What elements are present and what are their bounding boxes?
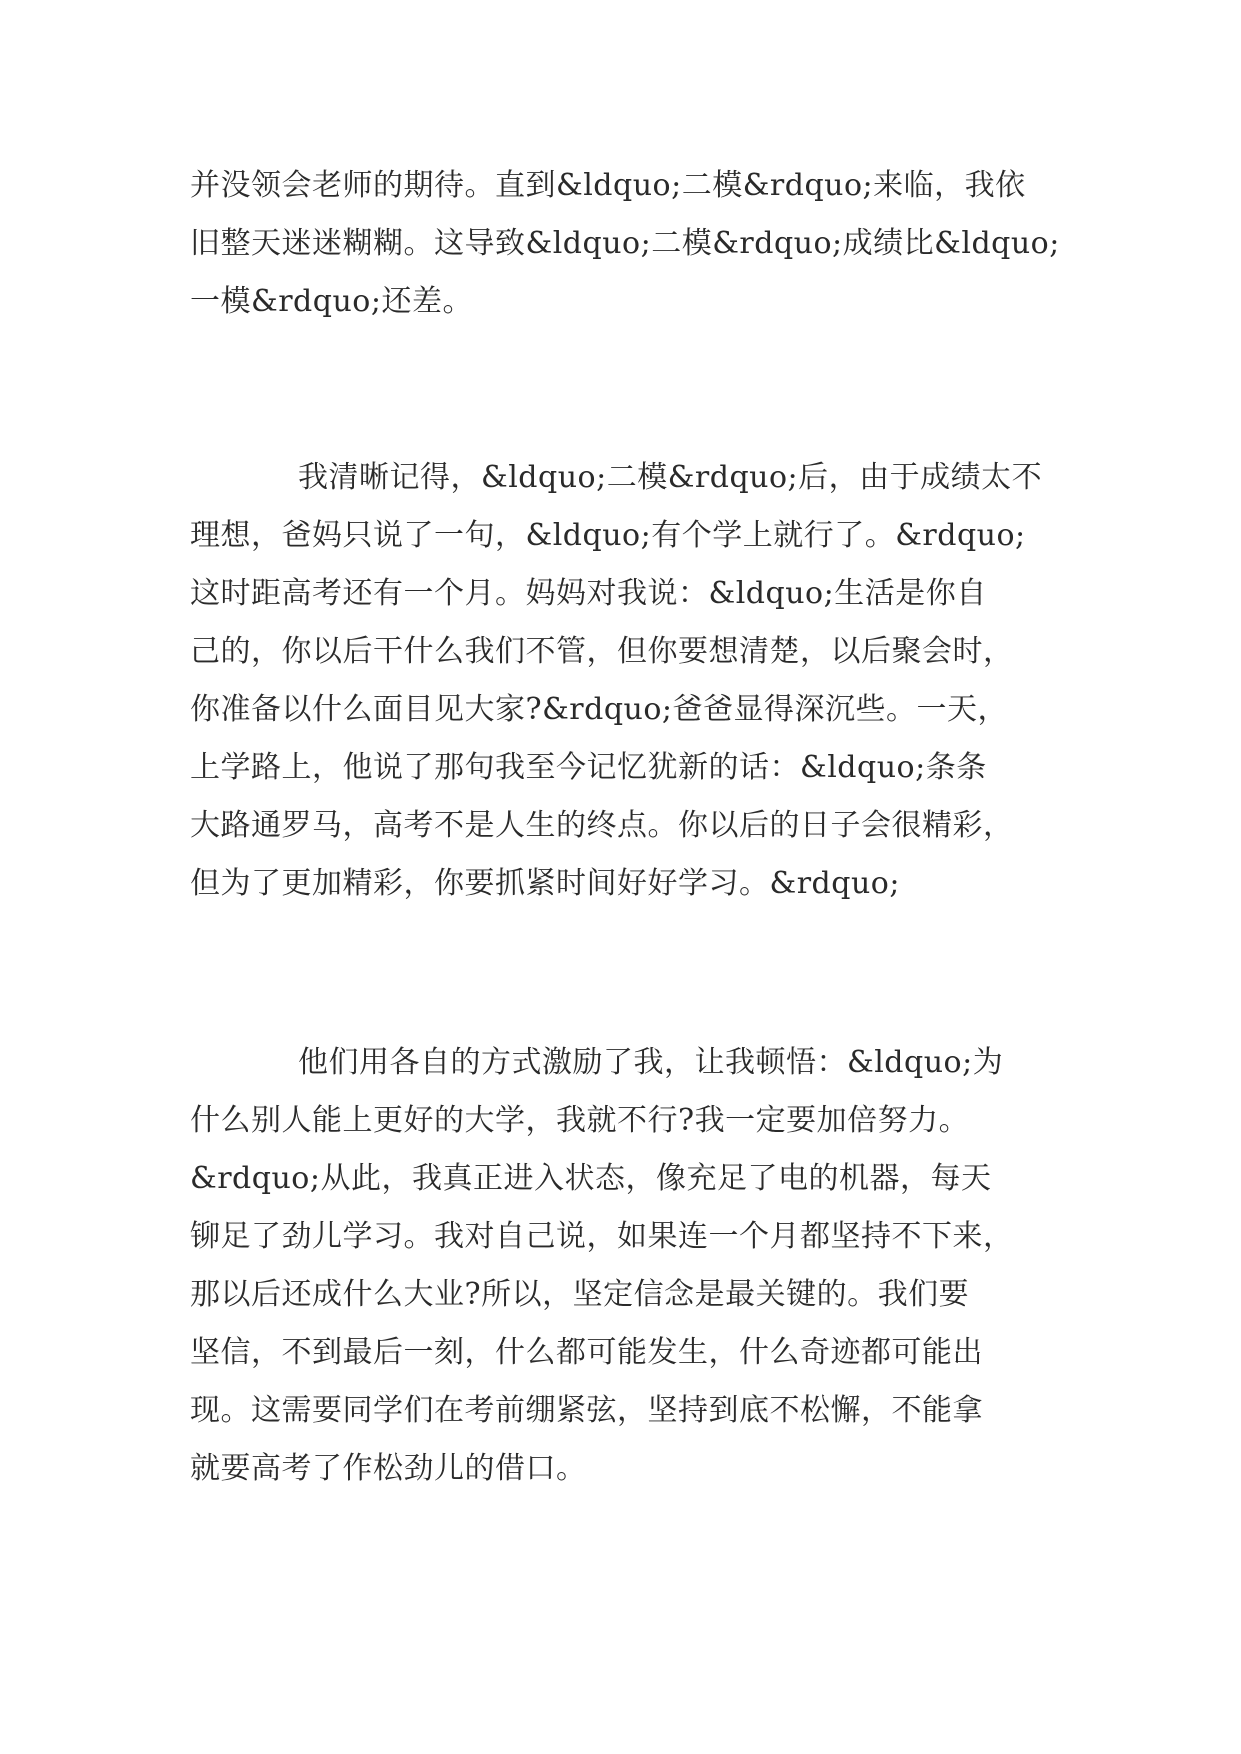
text-line: 铆足了劲儿学习。我对自己说，如果连一个月都坚持不下来， xyxy=(190,1219,1014,1254)
paragraph-3 xyxy=(190,1034,1070,1498)
text-line: 己的，你以后干什么我们不管，但你要想清楚，以后聚会时， xyxy=(190,634,1014,669)
text-line: 理想，爸妈只说了一句，&ldquo;有个学上就行了。&rdquo; xyxy=(190,518,1026,553)
paragraph-1 xyxy=(190,157,1070,331)
text-line: 但为了更加精彩，你要抓紧时间好好学习。&rdquo; xyxy=(190,866,900,901)
text-line: 这时距高考还有一个月。妈妈对我说：&ldquo;生活是你自 xyxy=(190,576,987,611)
text-line: 那以后还成什么大业?所以，坚定信念是最关键的。我们要 xyxy=(190,1277,970,1312)
text-line: 大路通罗马，高考不是人生的终点。你以后的日子会很精彩， xyxy=(190,808,1014,843)
text-line: 就要高考了作松劲儿的借口。 xyxy=(190,1451,587,1486)
text-line: 什么别人能上更好的大学，我就不行?我一定要加倍努力。 xyxy=(190,1103,970,1138)
text-line: 坚信，不到最后一刻，什么都可能发生，什么奇迹都可能出 xyxy=(190,1335,983,1370)
text-line: &rdquo;从此，我真正进入状态，像充足了电的机器，每天 xyxy=(190,1161,992,1196)
text-line: 现。这需要同学们在考前绷紧弦，坚持到底不松懈，不能拿 xyxy=(190,1393,983,1428)
text-line: 我清晰记得，&ldquo;二模&rdquo;后，由于成绩太不 xyxy=(298,460,1043,495)
text-line: 旧整天迷迷糊糊。这导致&ldquo;二模&rdquo;成绩比&ldquo; xyxy=(190,226,1060,261)
text-line: 他们用各自的方式激励了我，让我顿悟：&ldquo;为 xyxy=(298,1045,1004,1080)
paragraph-2 xyxy=(190,449,1070,913)
text-line: 并没领会老师的期待。直到&ldquo;二模&rdquo;来临，我依 xyxy=(190,168,1026,203)
text-line: 一模&rdquo;还差。 xyxy=(190,284,473,319)
text-line: 上学路上，他说了那句我至今记忆犹新的话：&ldquo;条条 xyxy=(190,750,987,785)
text-line: 你准备以什么面目见大家?&rdquo;爸爸显得深沉些。一天， xyxy=(190,692,1009,727)
